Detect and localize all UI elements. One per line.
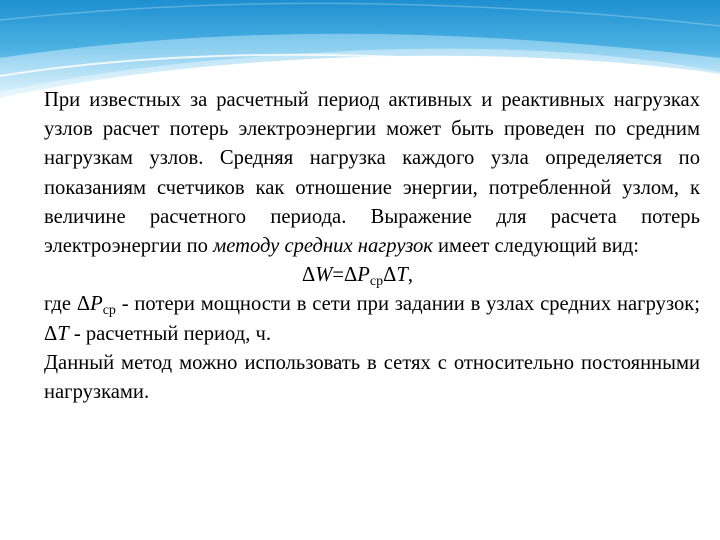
formula-comma: ,: [407, 264, 413, 287]
paragraph2-prefix: где: [44, 293, 77, 316]
method-name-italic: методу средних нагрузок: [213, 235, 433, 258]
formula-w: W: [315, 264, 333, 287]
paragraph1-text-end: имеет следующий вид:: [432, 235, 639, 258]
formula-delta-t: Δ: [383, 264, 397, 287]
formula-p-subscript: ср: [369, 274, 384, 290]
paragraph-method-description: [44, 86, 700, 261]
definition-t: T: [57, 322, 69, 345]
definition-delta-p: Δ: [76, 293, 91, 316]
definition-delta-t: Δ: [44, 322, 58, 345]
paragraph-method-applicability: Данный метод можно использовать в сетях с относительно постоянными нагрузками.: [44, 351, 700, 404]
paragraph2-text: - потери мощности в сети при задании в узлах средних нагрузок;: [115, 293, 700, 316]
paragraph2-text-end: - расчетный период, ч.: [68, 322, 272, 345]
formula-delta-p: Δ: [344, 264, 358, 287]
slide-text-block: [44, 86, 700, 407]
formula-t: T: [396, 264, 408, 287]
definition-p-subscript: ср: [102, 303, 116, 319]
definition-p: P: [90, 293, 103, 316]
paragraph1-text: При известных за расчетный период активных и реактивных нагрузках узлов расчет потерь электроэнергии может быть проведен по средним нагрузкам узлов. Средняя нагрузка каждого узла определяется по показаниям счетчиков как отношение энергии, потребленной узлом, к величине расчетного периода. Выражение для расчета потерь электроэнергии по: [44, 89, 700, 258]
formula-p: P: [357, 264, 370, 287]
formula-energy-losses: [44, 261, 700, 290]
formula-delta-w: Δ: [302, 264, 316, 287]
paragraph-variable-definitions: [44, 290, 700, 348]
formula-equals: =: [332, 264, 345, 287]
